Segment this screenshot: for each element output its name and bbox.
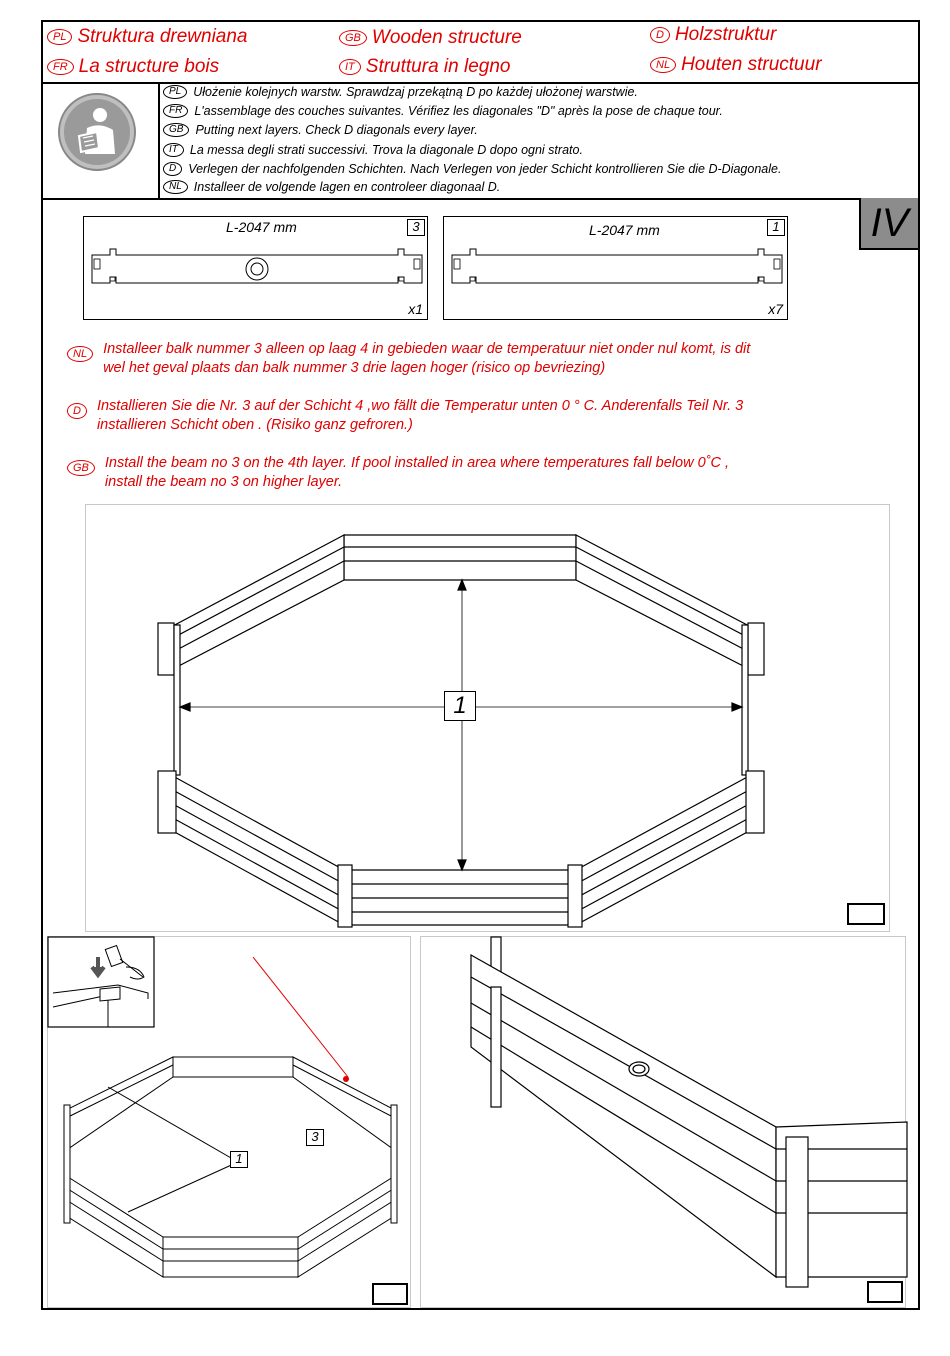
lang-badge: NL [67,346,93,362]
lang-badge: NL [163,180,188,194]
beam-drawing [92,247,422,287]
lang-badge: IT [339,59,361,75]
part-number: 3 [407,219,425,236]
lang-badge: GB [67,460,95,476]
beam-label: 3 [306,1129,324,1146]
step-number: IV [859,198,918,250]
instruction-pl [163,85,638,99]
diagonal-label: 1 [444,691,476,721]
octagon-structure-drawing [86,505,891,933]
title-nl [650,54,822,76]
detail-panel-right [420,936,906,1308]
title-text: Houten structuur [681,54,822,75]
lang-badge: D [163,162,182,176]
part-card-1 [443,216,788,320]
instruction-gb [163,123,478,137]
warning-line: installieren Schicht oben . (Risiko ganz gefroren.) [96,417,413,433]
title-fr [47,56,219,78]
part-number: 1 [767,219,785,236]
divider [158,82,160,198]
part-quantity: x1 [408,301,423,317]
divider [43,82,918,84]
small-octagon-drawing [48,937,412,1309]
read-manual-icon [57,92,137,172]
instruction-page [41,20,920,1310]
detail-panel-left [47,936,411,1308]
warning-d [67,397,743,435]
lang-badge: GB [339,30,367,46]
title-text: Wooden structure [371,27,522,48]
lang-badge: D [67,403,87,419]
part-length: L-2047 mm [589,222,660,238]
instruction-it [163,143,583,157]
warning-line: wel het geval plaats dan balk nummer 3 drie lagen hoger (risico op bevriezing) [103,360,606,376]
checkbox-square [372,1283,408,1305]
warning-line: Installeer balk nummer 3 alleen op laag 4 in gebieden waar de temperatuur niet onder nul komt, is dit [103,341,751,357]
checkbox-square [847,903,885,925]
instruction-text: Ułożenie kolejnych warstw. Sprawdzaj przekątną D po każdej ułożonej warstwie. [193,85,638,99]
lang-badge: FR [47,59,74,75]
instruction-text: Installeer de volgende lagen en controleer diagonaal D. [193,180,501,194]
warning-line: Installieren Sie die Nr. 3 auf der Schicht 4 ,wo fällt die Temperatur unten 0 ° C. Anderenfalls Teil Nr. 3 [96,398,744,414]
lang-badge: D [650,27,670,43]
title-d [650,24,776,46]
title-gb [339,27,522,49]
lang-badge: PL [163,85,187,99]
wall-closeup-drawing [421,937,907,1309]
warning-gb [67,454,729,492]
lang-badge: PL [47,29,72,45]
title-text: La structure bois [78,56,220,77]
checkbox-square [867,1281,903,1303]
title-text: Holzstruktur [674,24,777,45]
title-text: Struktura drewniana [77,26,248,47]
part-quantity: x7 [768,301,783,317]
title-it [339,56,510,78]
warning-line: Install the beam no 3 on the 4th layer. If pool installed in area where temperatures fall below 0˚C , [104,455,730,471]
warning-line: install the beam no 3 on higher layer. [104,474,343,490]
lang-badge: GB [163,123,189,137]
instruction-fr [163,104,723,118]
title-pl [47,26,248,48]
instruction-d [163,162,781,176]
diagonal-label: 1 [230,1151,248,1168]
lang-badge: NL [650,57,676,73]
lang-badge: FR [163,104,188,118]
title-text: Struttura in legno [365,56,511,77]
instruction-text: Putting next layers. Check D diagonals every layer. [195,123,478,137]
warning-nl [67,340,750,378]
lang-badge: IT [163,143,184,157]
instruction-text: L'assemblage des couches suivantes. Vérifiez les diagonales "D" après la pose de chaque tour. [194,104,723,118]
part-card-3 [83,216,428,320]
divider [43,198,918,200]
instruction-text: Verlegen der nachfolgenden Schichten. Nach Verlegen von jeder Schicht kontrollieren Sie die D-Diagonale. [188,162,782,176]
instruction-nl [163,180,500,194]
beam-drawing [452,247,782,287]
part-length: L-2047 mm [226,219,297,235]
instruction-text: La messa degli strati successivi. Trova la diagonale D dopo ogni strato. [189,143,583,157]
main-diagram-panel [85,504,890,932]
